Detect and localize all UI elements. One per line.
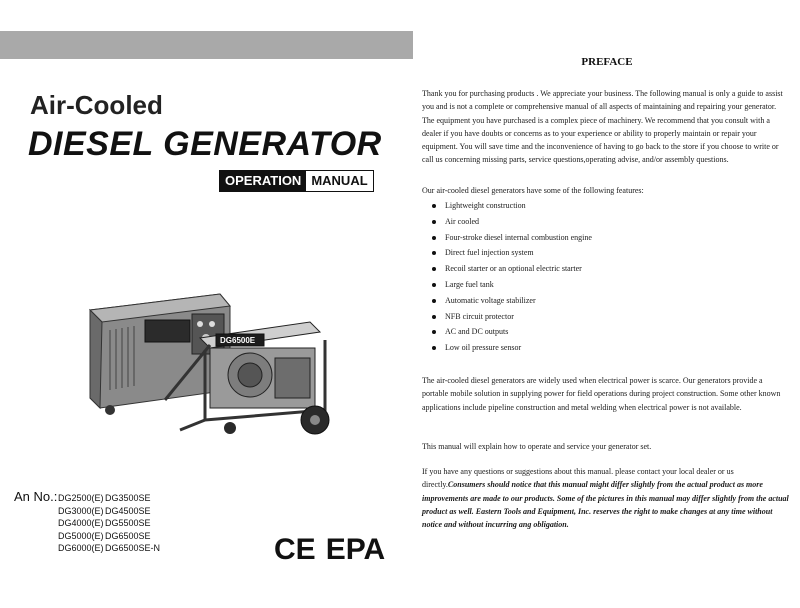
cover-subtitle: Air-Cooled [30, 90, 163, 120]
model-cell: DG6500SE-N [105, 543, 161, 554]
model-cell: DG3500SE [105, 493, 151, 503]
preface-paragraph-features-intro: Our air-cooled diesel generators have some of the following features: [422, 186, 644, 195]
model-row [58, 505, 160, 518]
preface-paragraph-scope: This manual will explain how to operate and service your generator set. [422, 442, 652, 451]
bullet-icon [432, 204, 436, 208]
feature-item [432, 279, 592, 295]
feature-text: Lightweight construction [445, 201, 526, 210]
model-row [58, 530, 160, 543]
operation-manual-tag [219, 170, 374, 192]
bullet-icon [432, 330, 436, 334]
bullet-icon [432, 346, 436, 350]
model-cell: DG6000(E) [58, 543, 104, 554]
feature-text: Low oil pressure sensor [445, 343, 522, 353]
header-band [0, 31, 413, 59]
feature-item [432, 200, 592, 216]
model-row [58, 542, 160, 555]
feature-text: NFB circuit protector [445, 311, 514, 321]
feature-text: Automatic voltage stabilizer [445, 295, 536, 305]
model-cell: DG6500SE [105, 530, 151, 541]
bullet-icon [432, 283, 436, 287]
model-cell: DG3000(E) [58, 505, 104, 516]
tag-operation: OPERATION [220, 171, 306, 191]
model-cell: DG2500(E) [58, 493, 104, 503]
feature-list [432, 200, 592, 358]
feature-text: Large fuel tank [445, 279, 494, 289]
bullet-icon [432, 220, 436, 224]
bullet-icon [432, 315, 436, 319]
feature-text: Recoil starter or an optional electric starter [445, 264, 582, 274]
feature-item [432, 311, 592, 327]
feature-item [432, 232, 592, 248]
model-cell: DG5500SE [105, 518, 151, 529]
model-cell: DG4500SE [105, 505, 151, 516]
feature-item [432, 295, 592, 311]
generator-illustration [70, 280, 360, 450]
feature-text: AC and DC outputs [445, 327, 509, 337]
enclosed-generator-image [90, 294, 230, 415]
certification-marks [274, 533, 385, 567]
ce-mark: CE [274, 533, 316, 566]
bullet-icon [432, 299, 436, 303]
feature-item [432, 263, 592, 279]
feature-item [432, 342, 592, 358]
preface-paragraph-contact [422, 465, 790, 531]
feature-text: Air cooled [445, 216, 479, 226]
model-list [58, 492, 160, 555]
feature-item [432, 216, 592, 232]
feature-item [432, 326, 592, 342]
epa-mark: EPA [325, 533, 386, 566]
preface-paragraph-intro: Thank you for purchasing products . We appreciate your business. The following manual is only a guide to assist you and is not a complete or comprehensive manual of all aspects of maintaining and repairing your generator. The equipment you have purchased is a complex piece of machinery. We recommend that you consult with a dealer if you have doubts or concerns as to your experience or ability to properly maintain or repair your equipment. You will save time and the inconvenience of having to go back to the store if you choose to write or call us concerning missing parts, service questions,operating advise, and/or assembly questions. [422, 89, 783, 165]
contact-text: If you have any questions or suggestions about this manual. please contact your local dealer or us directly. [422, 467, 734, 490]
feature-text: Direct fuel injection system [445, 248, 534, 258]
preface-title: PREFACE [581, 56, 633, 68]
model-cell: DG5000(E) [58, 530, 104, 541]
bullet-icon [432, 267, 436, 271]
feature-item [432, 247, 592, 263]
tag-manual: MANUAL [306, 171, 372, 191]
bullet-icon [432, 236, 436, 240]
model-row [58, 517, 160, 530]
model-row [58, 492, 160, 505]
cover-title: DIESEL GENERATOR [28, 125, 382, 163]
model-number-label: An No.: [14, 489, 58, 504]
preface-page [414, 0, 800, 608]
feature-text: Four-stroke diesel internal combustion engine [445, 232, 592, 242]
preface-paragraph-applications: The air-cooled diesel generators are widely used when electrical power is scarce. Our generators provide a portable mobile solution in supplying power for field operations during project construction. Some other known applications include pipeline construction and metal welding when electrical power is not available. [422, 376, 781, 412]
bullet-icon [432, 251, 436, 255]
model-cell: DG4000(E) [58, 518, 104, 529]
disclaimer-text: Consumers should notice that this manual might differ slightly from the actual product as more improvements are made to our products. Some of the pictures in this manual may differ slightly from the actual product as well. Eastern Tools and Equipment, Inc. reserves the right to make changes at any time without notice and without incurring ang obligation. [422, 480, 789, 530]
generator-panel-text: DG6500E [220, 336, 256, 345]
